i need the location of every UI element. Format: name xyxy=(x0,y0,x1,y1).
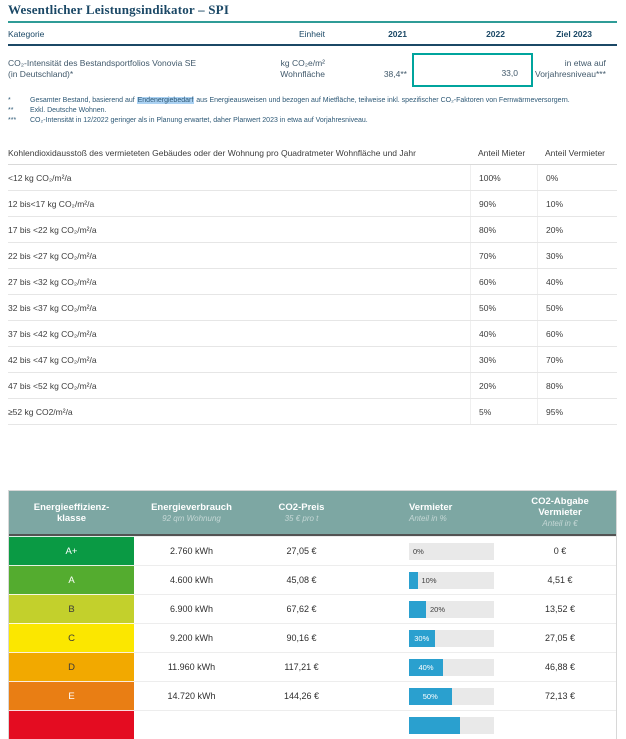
emission-share-mieter: 60% xyxy=(470,269,537,294)
energy-consumption xyxy=(134,710,249,739)
co2-levy-landlord: 72,13 € xyxy=(504,681,616,710)
energy-rows xyxy=(9,536,616,739)
energy-col-verbrauch: Energieverbrauch 92 qm Wohnung xyxy=(151,501,232,523)
share-bar-fill xyxy=(409,717,460,734)
page-title: Wesentlicher Leistungsindikator – SPI xyxy=(8,2,230,17)
kpi-ziel-value: in etwa auf Vorjahresniveau*** xyxy=(535,57,606,79)
share-bar-fill xyxy=(409,688,452,705)
table-row xyxy=(8,399,617,425)
kpi-einheit-value: kg CO₂e/m² Wohnfläche xyxy=(280,57,325,79)
emission-range: 12 bis<17 kg CO₂/m²/a xyxy=(8,198,95,209)
share-bar-fill xyxy=(409,659,443,676)
table-row xyxy=(8,165,617,191)
co2-price: 144,26 € xyxy=(249,681,354,710)
kpi-section xyxy=(8,3,617,126)
landlord-share-cell xyxy=(354,594,504,623)
energy-class-badge: D xyxy=(9,652,134,681)
emission-share-mieter: 30% xyxy=(470,347,537,372)
energy-col-klasse: Energieeffizienz- klasse xyxy=(33,501,110,524)
table-row xyxy=(8,373,617,399)
emission-range: <12 kg CO₂/m²/a xyxy=(8,172,72,183)
landlord-share-cell xyxy=(354,565,504,594)
kpi-value-2021: 38,4** xyxy=(383,69,407,79)
emission-share-vermieter: 40% xyxy=(537,269,617,294)
table-row xyxy=(9,594,616,623)
highlight-box-2022 xyxy=(412,53,533,87)
table-row xyxy=(8,295,617,321)
emission-range: 32 bis <37 kg CO₂/m²/a xyxy=(8,302,97,313)
co2-price xyxy=(249,710,354,739)
emission-share-mieter: 100% xyxy=(470,165,537,190)
navy-divider xyxy=(8,44,617,46)
co2-price: 27,05 € xyxy=(249,536,354,565)
footnote-line xyxy=(8,96,617,106)
emission-share-vermieter: 70% xyxy=(537,347,617,372)
table-row xyxy=(9,565,616,594)
energy-col-preis: CO2-Preis 35 € pro t xyxy=(278,501,325,523)
footnote-marker: *** xyxy=(8,116,17,124)
table-row xyxy=(8,269,617,295)
kpi-data-row xyxy=(8,53,617,87)
emission-range: 27 bis <32 kg CO₂/m²/a xyxy=(8,276,97,287)
emission-col-vermieter: Anteil Vermieter xyxy=(545,148,605,158)
kpi-value-2022-cell xyxy=(407,53,535,87)
share-bar-track xyxy=(409,601,494,618)
share-label-inside: 50% xyxy=(422,691,438,701)
kpi-col-einheit: Einheit xyxy=(299,29,325,39)
emission-share-vermieter: 30% xyxy=(537,243,617,268)
share-label-outside: 10% xyxy=(421,575,437,585)
kpi-col-ziel-2023: Ziel 2023 xyxy=(556,29,592,39)
share-bar-fill xyxy=(409,572,418,589)
emission-col-mieter: Anteil Mieter xyxy=(478,148,526,158)
table-row xyxy=(9,536,616,565)
share-label-inside: 30% xyxy=(414,633,430,643)
energy-consumption: 6.900 kWh xyxy=(134,594,249,623)
emission-share-table xyxy=(8,146,617,425)
co2-levy-landlord: 27,05 € xyxy=(504,623,616,652)
footnote-text: Gesamter Bestand, basierend auf Endenergiebedarf aus Energieausweisen und bezogen auf Mietfläche, teilweise inkl. spezifischer CO₂-Faktoren von Fernwärmeversorgern. xyxy=(30,96,570,104)
share-label-inside: 40% xyxy=(418,662,434,672)
footnote-line xyxy=(8,106,617,116)
emission-share-mieter: 50% xyxy=(470,295,537,320)
emission-range: 37 bis <42 kg CO₂/m²/a xyxy=(8,328,97,339)
kpi-col-2021: 2021 xyxy=(388,29,407,39)
footnote-marker: ** xyxy=(8,106,14,114)
footnote-text: Exkl. Deutsche Wohnen. xyxy=(30,106,107,114)
emission-range: 17 bis <22 kg CO₂/m²/a xyxy=(8,224,97,235)
kpi-kategorie-value: CO₂-Intensität des Bestandsportfolios Vonovia SE (in Deutschland)* xyxy=(8,57,197,79)
share-bar-fill xyxy=(409,630,435,647)
kpi-value-2022: 33,0 xyxy=(501,68,518,78)
share-bar-track xyxy=(409,630,494,647)
table-row xyxy=(9,710,616,739)
table-row xyxy=(9,681,616,710)
table-row xyxy=(9,652,616,681)
emission-col-range: Kohlendioxidausstoß des vermieteten Gebäudes oder der Wohnung pro Quadratmeter Wohnfläche und Jahr xyxy=(8,148,416,158)
emission-rows xyxy=(8,165,617,425)
footnote-marker: * xyxy=(8,96,11,104)
co2-price: 45,08 € xyxy=(249,565,354,594)
share-label-outside: 0% xyxy=(413,546,424,556)
energy-class-badge: A xyxy=(9,565,134,594)
emission-share-vermieter: 20% xyxy=(537,217,617,242)
co2-price: 67,62 € xyxy=(249,594,354,623)
co2-levy-landlord: 13,52 € xyxy=(504,594,616,623)
landlord-share-cell xyxy=(354,652,504,681)
energy-consumption: 2.760 kWh xyxy=(134,536,249,565)
table-row xyxy=(8,321,617,347)
share-bar-track xyxy=(409,717,494,734)
emission-range: 22 bis <27 kg CO₂/m²/a xyxy=(8,250,97,261)
emission-share-vermieter: 50% xyxy=(537,295,617,320)
share-bar-fill xyxy=(409,601,426,618)
emission-share-mieter: 80% xyxy=(470,217,537,242)
emission-share-mieter: 90% xyxy=(470,191,537,216)
share-bar-track xyxy=(409,543,494,560)
energy-consumption: 4.600 kWh xyxy=(134,565,249,594)
emission-range: ≥52 kg CO2/m²/a xyxy=(8,406,73,417)
share-bar-track xyxy=(409,688,494,705)
share-label-outside: 20% xyxy=(430,604,446,614)
energy-consumption: 14.720 kWh xyxy=(134,681,249,710)
kpi-col-2022: 2022 xyxy=(486,29,505,39)
table-row xyxy=(8,191,617,217)
share-bar-track xyxy=(409,659,494,676)
emission-share-mieter: 20% xyxy=(470,373,537,398)
energy-class-badge: A+ xyxy=(9,536,134,565)
kpi-col-kategorie: Kategorie xyxy=(8,29,45,39)
emission-share-mieter: 5% xyxy=(470,399,537,424)
co2-levy-landlord xyxy=(504,710,616,739)
table-row xyxy=(8,347,617,373)
energy-consumption: 9.200 kWh xyxy=(134,623,249,652)
emission-header-row xyxy=(8,146,617,165)
landlord-share-cell xyxy=(354,623,504,652)
landlord-share-cell xyxy=(354,710,504,739)
footnotes xyxy=(8,96,617,126)
emission-share-vermieter: 95% xyxy=(537,399,617,424)
emission-range: 47 bis <52 kg CO₂/m²/a xyxy=(8,380,97,391)
co2-price: 90,16 € xyxy=(249,623,354,652)
co2-price: 117,21 € xyxy=(249,652,354,681)
table-row xyxy=(8,243,617,269)
co2-levy-landlord: 46,88 € xyxy=(504,652,616,681)
emission-share-vermieter: 60% xyxy=(537,321,617,346)
emission-share-vermieter: 80% xyxy=(537,373,617,398)
table-row xyxy=(9,623,616,652)
emission-share-mieter: 70% xyxy=(470,243,537,268)
energy-class-badge: B xyxy=(9,594,134,623)
energy-consumption: 11.960 kWh xyxy=(134,652,249,681)
emission-share-mieter: 40% xyxy=(470,321,537,346)
energy-class-badge xyxy=(9,710,134,739)
footnote-text: CO₂-Intensität in 12/2022 geringer als in Planung erwartet, daher Planwert 2023 in etwa auf Vorjahresniveau. xyxy=(30,116,368,124)
energy-class-badge: E xyxy=(9,681,134,710)
energy-col-abgabe: CO2-Abgabe Vermieter Anteil in € xyxy=(531,496,589,528)
energy-class-badge: C xyxy=(9,623,134,652)
kpi-header-row xyxy=(8,23,617,44)
emission-share-vermieter: 10% xyxy=(537,191,617,216)
emission-range: 42 bis <47 kg CO₂/m²/a xyxy=(8,354,97,365)
footnote-highlight: Endenergiebedarf xyxy=(137,96,194,104)
share-bar-track xyxy=(409,572,494,589)
co2-levy-landlord: 4,51 € xyxy=(504,565,616,594)
table-row xyxy=(8,217,617,243)
co2-levy-landlord: 0 € xyxy=(504,536,616,565)
emission-share-vermieter: 0% xyxy=(537,165,617,190)
energy-header-row xyxy=(9,491,616,536)
footnote-line xyxy=(8,116,617,126)
energy-class-table xyxy=(8,490,617,739)
landlord-share-cell xyxy=(354,681,504,710)
landlord-share-cell xyxy=(354,536,504,565)
energy-col-vermieter: Vermieter Anteil in % xyxy=(409,501,453,523)
